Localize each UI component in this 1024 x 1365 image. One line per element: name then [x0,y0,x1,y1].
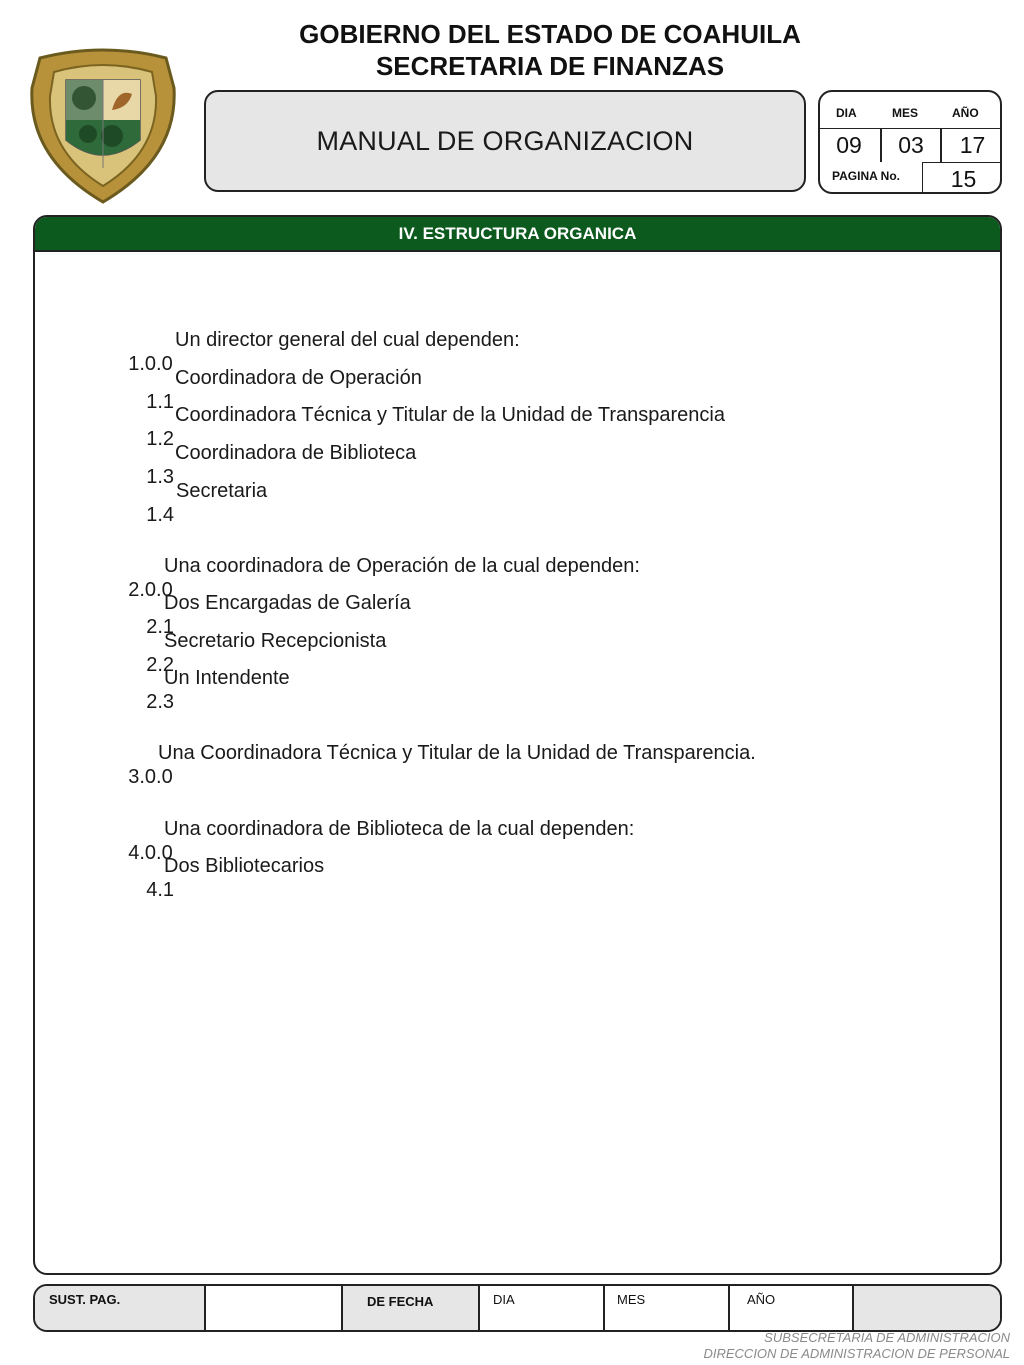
line-text: Un Intendente [164,667,290,689]
manual-title-box [204,90,806,192]
org-line [124,854,325,926]
line-text: Coordinadora Técnica y Titular de la Unidad de Transparencia [175,404,725,426]
line-number: 4.0.0 [128,842,173,864]
org-line [124,666,290,738]
org-line [124,479,268,551]
line-number: 2.2 [146,654,175,676]
de-fecha-cell [343,1286,480,1330]
content-frame [33,215,1002,1275]
line-number: 1.2 [146,428,175,450]
pagina-label: PAGINA No. [832,169,900,183]
footer-mes-cell [605,1286,730,1330]
anio-label: AÑO [952,106,979,120]
sust-pag-value-cell [206,1286,343,1330]
line-number: 1.1 [146,391,175,413]
footer-anio-label: AÑO [747,1292,776,1307]
pagina-value: 15 [922,162,1002,194]
org-line [106,741,756,813]
line-text: Una Coordinadora Técnica y Titular de la Unidad de Transparencia. [158,742,756,764]
line-text: Dos Bibliotecarios [164,855,325,877]
line-number: 1.0.0 [128,353,173,375]
line-number: 3.0.0 [128,766,173,788]
line-text: Coordinadora de Biblioteca [175,442,417,464]
sust-pag-label: SUST. PAG. [49,1292,121,1307]
line-number: 2.0.0 [128,579,173,601]
sust-pag-cell [35,1286,206,1330]
de-fecha-label: DE FECHA [367,1294,434,1309]
line-number: 1.4 [146,504,175,526]
line-number: 1.3 [146,466,175,488]
secretariat-title: SECRETARIA DE FINANZAS [375,51,725,81]
line-text: Una coordinadora de Operación de la cual dependen: [164,555,640,577]
date-block [818,90,1002,194]
anio-value: 17 [941,128,1002,162]
government-title: GOBIERNO DEL ESTADO DE COAHUILA [299,19,801,49]
line-text: Secretario Recepcionista [164,630,387,652]
footer-mes-label: MES [617,1292,646,1307]
mes-value: 03 [881,128,941,162]
subsecretaria-footer-text: SUBSECRETARIA DE ADMINISTRACION [764,1330,1010,1345]
line-number: 2.3 [146,691,175,713]
direccion-footer-text: DIRECCION DE ADMINISTRACION DE PERSONAL [703,1346,1010,1361]
line-text: Coordinadora de Operación [175,367,422,389]
footer-blank-cell [854,1286,1002,1330]
manual-title: MANUAL DE ORGANIZACION [316,125,694,156]
line-text: Un director general del cual dependen: [175,329,520,351]
line-text: Dos Encargadas de Galería [164,592,411,614]
dia-label: DIA [836,106,857,120]
dia-value: 09 [818,128,881,162]
section-header-bar [35,217,1000,252]
section-title: IV. ESTRUCTURA ORGANICA [398,223,637,243]
line-text: Secretaria [176,480,268,502]
line-number: 4.1 [146,879,175,901]
footer-anio-cell [730,1286,854,1330]
footer-dia-label: DIA [493,1292,515,1307]
mes-label: MES [892,106,919,120]
coahuila-crest-logo [28,48,178,206]
line-number: 2.1 [146,616,175,638]
footer-substitution-box [33,1284,1002,1332]
footer-dia-cell [480,1286,605,1330]
line-text: Una coordinadora de Biblioteca de la cual dependen: [164,818,635,840]
